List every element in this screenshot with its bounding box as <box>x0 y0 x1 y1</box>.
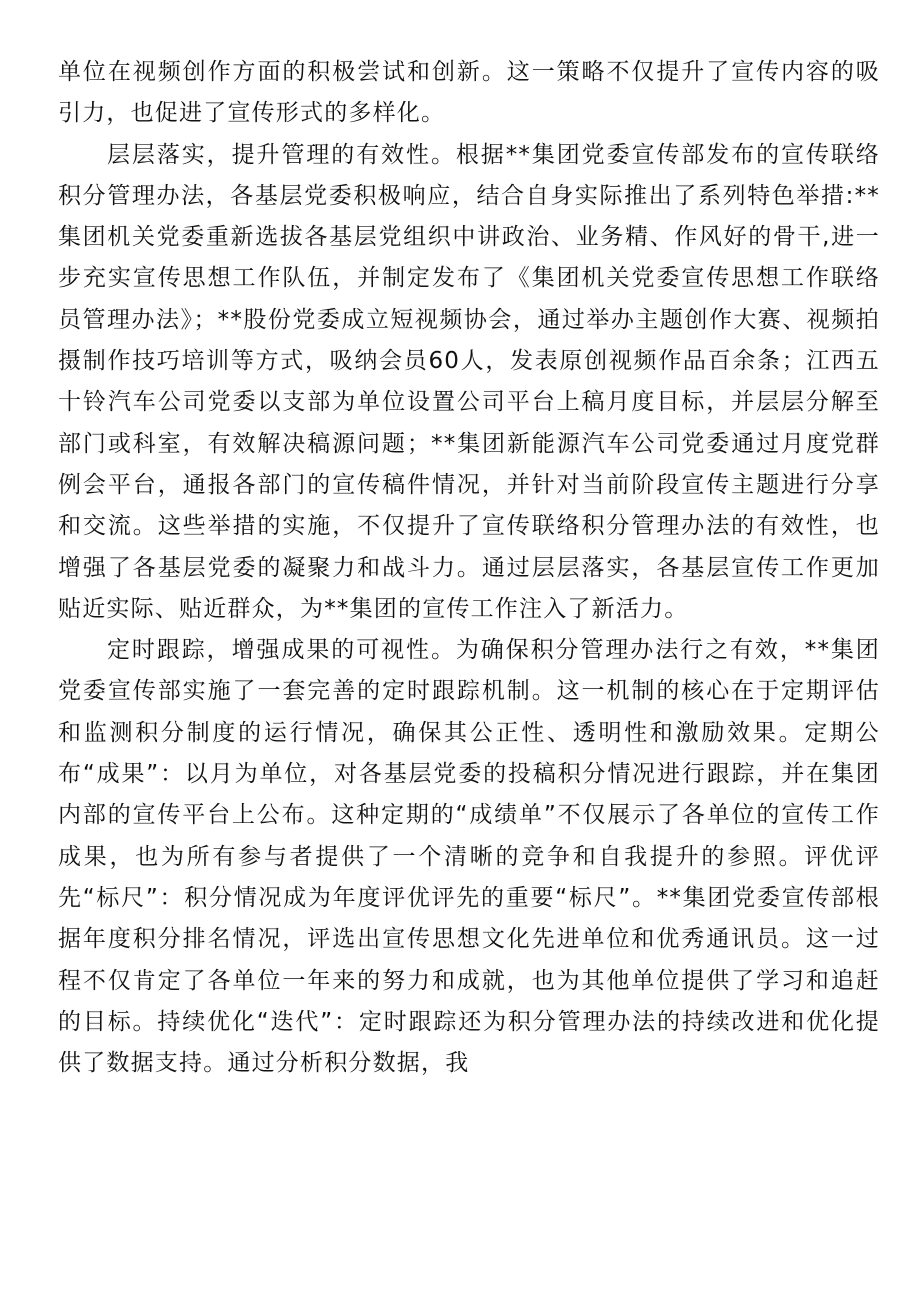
paragraph-continuation: 单位在视频创作方面的积极尝试和创新。这一策略不仅提升了宣传内容的吸引力，也促进了宣传形式的多样化。 <box>58 59 880 127</box>
document-body <box>58 52 880 1084</box>
paragraph-layered-implementation: 层层落实，提升管理的有效性。根据**集团党委宣传部发布的宣传联络积分管理办法，各基层党委积极响应，结合自身实际推出了系列特色举措:**集团机关党委重新选拔各基层党组织中讲政治、业务精、作风好的骨干,进一步充实宣传思想工作队伍，并制定发布了《集团机关党委宣传思想工作联络员管理办法》；**股份党委成立短视频协会，通过举办主题创作大赛、视频拍摄制作技巧培训等方式，吸纳会员60人，发表原创视频作品百余条；江西五十铃汽车公司党委以支部为单位设置公司平台上稿月度目标，并层层分解至部门或科室，有效解决稿源问题；**集团新能源汽车公司党委通过月度党群例会平台，通报各部门的宣传稿件情况，并针对当前阶段宣传主题进行分享和交流。这些举措的实施，不仅提升了宣传联络积分管理办法的有效性，也增强了各基层党委的凝聚力和战斗力。通过层层落实，各基层宣传工作更加贴近实际、贴近群众，为**集团的宣传工作注入了新活力。 <box>58 141 880 622</box>
paragraph-regular-tracking: 定时跟踪，增强成果的可视性。为确保积分管理办法行之有效，**集团党委宣传部实施了一套完善的定时跟踪机制。这一机制的核心在于定期评估和监测积分制度的运行情况，确保其公正性、透明性和激励效果。定期公布“成果”：以月为单位，对各基层党委的投稿积分情况进行跟踪，并在集团内部的宣传平台上公布。这种定期的“成绩单”不仅展示了各单位的宣传工作成果，也为所有参与者提供了一个清晰的竞争和自我提升的参照。评优评先“标尺”：积分情况成为年度评优评先的重要“标尺”。**集团党委宣传部根据年度积分排名情况，评选出宣传思想文化先进单位和优秀通讯员。这一过程不仅肯定了各单位一年来的努力和成就，也为其他单位提供了学习和追赶的目标。持续优化“迭代”：定时跟踪还为积分管理办法的持续改进和优化提供了数据支持。通过分析积分数据，我 <box>58 637 880 1077</box>
